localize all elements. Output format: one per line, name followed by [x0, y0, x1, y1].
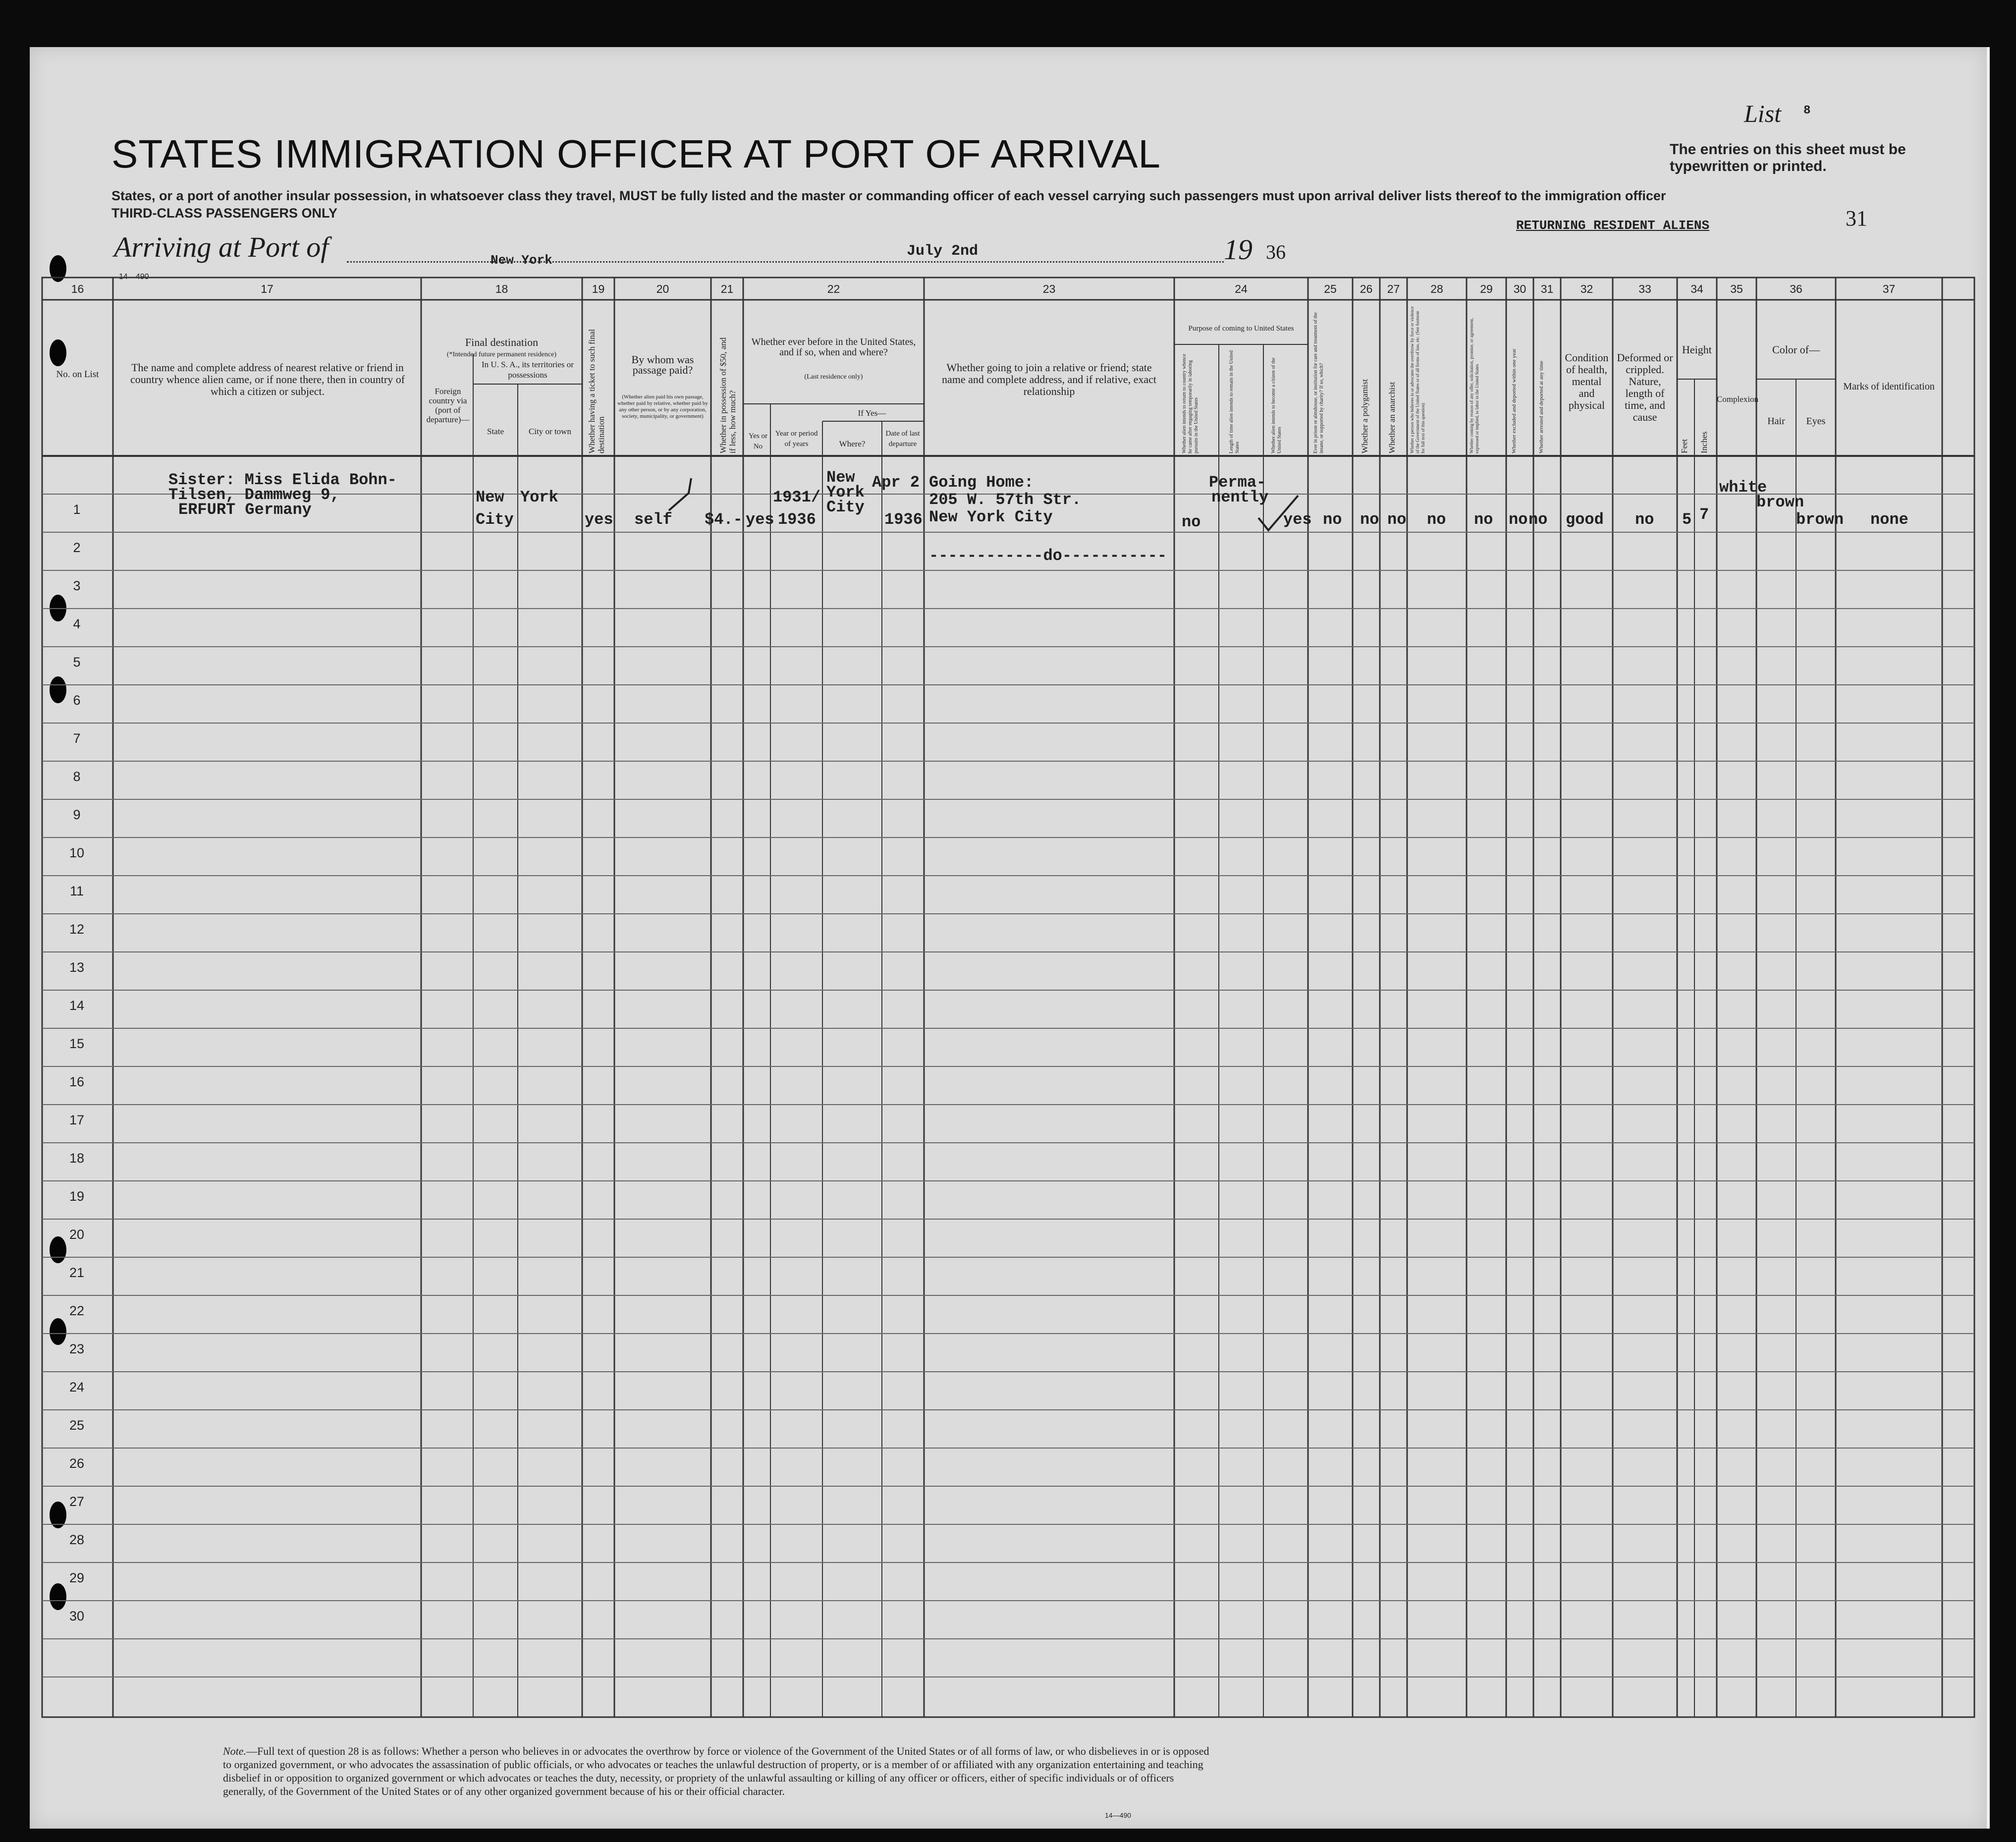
colnum-33: 33 — [1638, 282, 1651, 295]
footnote-text: —Full text of question 28 is as follows: Whether a person who believes in or advocates the overthrow by force or violence of the Government of the United States or of all forms of law, or who disbelieves in or is opposed to organized government, or who advocates the assassination of public officials, or who advocates or teaches the unlawful destruction of property, or is a member of or affiliated with any organization entertaining and teaching disbelief in or opposition to organized government or which advocates or teaches the duty, necessity, or propriety of the unlawful assaulting or killing of any officer or officers, either of specific individuals or of officers generally, of the Government of the United States or of any other organized government because of his or their official character. — [223, 1745, 1209, 1797]
colnum-34: 34 — [1690, 282, 1703, 295]
header-ever-before: Whether ever before in the United States, and if so, when and where? — [751, 336, 916, 358]
header-usa-territories: In U. S. A., its territories or possessions — [481, 360, 574, 380]
header-no-on-list: No. on List — [56, 369, 99, 380]
entry-departure: Apr 2 — [872, 473, 920, 492]
category-stamp: RETURNING RESIDENT ALIENS — [1516, 218, 1710, 233]
row-number: 14 — [69, 998, 85, 1013]
colnum-26: 26 — [1360, 282, 1373, 295]
row-number: 15 — [69, 1036, 85, 1051]
header-state: State — [487, 427, 504, 436]
port-value: New York — [490, 253, 552, 268]
header-excluded: Whether excluded and deported within one year — [1511, 348, 1517, 453]
entry-citizen-intent: yes — [1283, 510, 1312, 529]
colnum-19: 19 — [592, 282, 605, 295]
row-number: 11 — [69, 884, 84, 898]
header-nearest-relative: The name and complete address of nearest relative or friend in country whence alien came, or if none there, then in country of which a citizen or subject. — [130, 361, 405, 397]
header-feet: Feet — [1680, 439, 1689, 453]
entry-excluded: no — [1509, 510, 1528, 529]
entry-labor-offer: no — [1474, 510, 1493, 529]
row-number: 23 — [69, 1341, 85, 1356]
colnum-25: 25 — [1324, 282, 1337, 295]
header-year-period: Year or period of years — [775, 430, 818, 448]
header-complexion: Complexion — [1717, 394, 1759, 404]
entry-hair: brown — [1756, 493, 1804, 511]
entry-city: York — [520, 488, 558, 506]
entry-inches: 7 — [1699, 505, 1709, 524]
form-title: STATES IMMIGRATION OFFICER AT PORT OF ARRIVAL — [111, 132, 1161, 176]
arrival-date: July 2nd — [907, 243, 979, 260]
header-city: City or town — [529, 427, 571, 436]
entry-complexion: white — [1719, 478, 1767, 497]
header-prison: Ever in prison or almshouse, or institution for care and treatment of the insane, or supported by charity? If so, which? — [1313, 312, 1324, 453]
row-number: 10 — [69, 845, 85, 860]
row-number: 9 — [73, 807, 81, 822]
row-number: 6 — [73, 693, 81, 708]
colnum-22: 22 — [827, 282, 840, 295]
row-number: 3 — [73, 578, 81, 593]
row-number: 12 — [69, 922, 85, 937]
row-number: 27 — [69, 1494, 85, 1509]
header-final-destination-sub: (*Intended future permanent residence) — [446, 351, 557, 358]
header-return-intent: Whether alien intends to return to country whence he came after engaging temporarily in laboring pursuits in the United States — [1182, 354, 1199, 453]
header-if-yes: If Yes— — [858, 408, 886, 418]
entry-where: City — [826, 498, 865, 516]
entry-ditto: ------------do----------- — [929, 547, 1167, 565]
entry-years: 1931/ — [773, 488, 821, 506]
row-number: 28 — [69, 1532, 85, 1547]
entry-ticket: yes — [585, 510, 613, 529]
colnum-20: 20 — [656, 282, 669, 295]
third-class-label: THIRD-CLASS PASSENGERS ONLY — [111, 206, 338, 221]
year-prefix: 19 — [1224, 233, 1253, 266]
header-marks: Marks of identification — [1843, 381, 1935, 392]
row-number: 19 — [69, 1189, 85, 1204]
header-citizen-intent: Whether alien intends to become a citizen of the United States — [1271, 357, 1282, 453]
list-label: List — [1744, 100, 1782, 127]
entry-overthrow: no — [1427, 510, 1446, 529]
entry-relative-line: Tilsen, Dammweg 9, — [168, 486, 340, 504]
entry-feet: 5 — [1682, 510, 1692, 529]
manifest-sheet — [30, 47, 1990, 1829]
table-grid — [30, 47, 1987, 1829]
header-joining-relative: Whether going to join a relative or friend; state name and complete address, and if relative, exact relationship — [941, 361, 1157, 397]
row-number: 8 — [73, 769, 81, 784]
colnum-18: 18 — [495, 282, 508, 295]
colnum-32: 32 — [1580, 282, 1593, 295]
entry-return-intent: no — [1182, 513, 1201, 531]
colnum-23: 23 — [1042, 282, 1056, 295]
row-number: 21 — [69, 1265, 85, 1280]
entry-joining: Going Home: — [929, 473, 1034, 492]
entry-relative-line: Sister: Miss Elida Bohn- — [168, 471, 397, 489]
header-height: Height — [1682, 343, 1712, 356]
header-final-destination: Final destination — [465, 336, 539, 348]
row-number: 30 — [69, 1609, 85, 1623]
entry-money: $4.- — [705, 510, 743, 529]
year-suffix: 36 — [1266, 241, 1286, 263]
colnum-37: 37 — [1882, 282, 1896, 295]
entry-deformed: no — [1635, 510, 1654, 529]
header-arrested: Whether arrested and deported at any time — [1538, 361, 1544, 453]
header-ticket: Whether having a ticket to such final destination — [587, 329, 606, 453]
row-number: 22 — [69, 1303, 85, 1318]
header-money: Whether in possession of $50, and if less, how much? — [718, 337, 737, 453]
header-last-residence: (Last residence only) — [804, 373, 863, 381]
header-deformed: Deformed or crippled. Nature, length of time, and cause — [1617, 351, 1673, 423]
entry-polygamist: no — [1360, 510, 1379, 529]
colnum-35: 35 — [1730, 282, 1743, 295]
arriving-label: Arriving at Port of — [114, 231, 329, 263]
header-overthrow: Whether a person who believes in or advocates the overthrow by force or violence of the Government of the United States or of all forms of law, etc. (See footnote for full text of this question) — [1410, 306, 1425, 453]
colnum-28: 28 — [1430, 282, 1443, 295]
header-inches: Inches — [1699, 431, 1709, 453]
entry-length-stay: nently — [1211, 488, 1269, 506]
entry-prison: no — [1323, 510, 1342, 529]
entry-arrested: no — [1528, 510, 1548, 529]
entry-state: City — [476, 510, 514, 529]
header-purpose: Purpose of coming to United States — [1188, 325, 1294, 333]
header-labor-offer: Whether coming by reason of any offer, solicitation, promise, or agreement, expressed or implied, to labor in the United States — [1469, 318, 1479, 453]
entry-joining: 205 W. 57th Str. — [929, 491, 1082, 509]
row-number: 13 — [69, 960, 85, 975]
colnum-27: 27 — [1387, 282, 1400, 295]
row-number: 26 — [69, 1456, 85, 1471]
header-last-departure: Date of last departure — [885, 430, 920, 448]
entry-anarchist: no — [1387, 510, 1407, 529]
header-passage-paid-sub: (Whether alien paid his own passage, whether paid by relative, whether paid by any other person, or by any corporation, society, municipality, or government) — [617, 394, 708, 419]
header-hair: Hair — [1767, 416, 1785, 427]
typewritten-instruction: The entries on this sheet must be typewritten or printed. — [1670, 141, 1906, 174]
entry-ever-before: yes — [746, 510, 774, 529]
entry-where: New — [826, 468, 855, 487]
entry-departure: 1936 — [884, 510, 923, 529]
header-eyes: Eyes — [1806, 416, 1826, 427]
entry-relative-line: ERFURT Germany — [178, 501, 312, 519]
header-foreign-country: Foreign country via (port of departure)— — [426, 387, 470, 424]
colnum-16: 16 — [71, 282, 84, 295]
footnote-label: Note. — [223, 1745, 247, 1757]
colnum-31: 31 — [1540, 282, 1554, 295]
entry-length-stay: Perma- — [1209, 473, 1266, 492]
entry-state: New — [476, 488, 504, 506]
header-polygamist: Whether a polygamist — [1360, 379, 1369, 453]
colnum-29: 29 — [1480, 282, 1493, 295]
header-where: Where? — [839, 439, 866, 448]
header-anarchist: Whether an anarchist — [1387, 382, 1397, 453]
row-number: 20 — [69, 1227, 85, 1242]
header-yes-no: Yes or No — [748, 432, 768, 450]
footnote — [223, 1744, 1214, 1798]
row-number: 7 — [73, 731, 81, 746]
entry-where: York — [826, 483, 865, 502]
row-number: 29 — [69, 1570, 85, 1585]
row-number: 1 — [73, 502, 81, 517]
entry-years: 1936 — [778, 510, 816, 529]
entry-health: good — [1566, 510, 1604, 529]
subtitle-line: States, or a port of another insular possession, in whatsoever class they travel, MUST be fully listed and the master or commanding officer of each vessel carrying such passengers must upon arrival deliver lists thereof to the immigration officer — [111, 188, 1666, 203]
row-number: 17 — [69, 1113, 85, 1127]
list-number: 8 — [1803, 104, 1811, 117]
footer-form-code: 14—490 — [1105, 1811, 1131, 1819]
header-passage-paid: By whom was passage paid? — [631, 353, 694, 376]
colnum-24: 24 — [1235, 282, 1248, 295]
row-number: 18 — [69, 1151, 85, 1166]
row-number: 4 — [73, 616, 81, 631]
row-number: 2 — [73, 540, 81, 555]
row-number: 24 — [69, 1380, 85, 1395]
entry-eyes: brown — [1796, 510, 1844, 529]
colnum-21: 21 — [720, 282, 734, 295]
entry-marks: none — [1870, 510, 1908, 529]
form-code: 14—490 — [119, 273, 149, 281]
row-number: 25 — [69, 1418, 85, 1433]
header-health: Condition of health, mental and physical — [1565, 351, 1609, 411]
entry-passage-paid: self — [634, 510, 672, 529]
sheet-number: 31 — [1846, 206, 1867, 230]
colnum-36: 36 — [1790, 282, 1802, 295]
colnum-17: 17 — [261, 282, 273, 295]
entry-joining: New York City — [929, 508, 1053, 526]
header-length-stay: Length of time alien intends to remain in the United States — [1229, 350, 1240, 453]
row-number: 5 — [73, 655, 81, 670]
header-color-of: Color of— — [1772, 343, 1820, 356]
colnum-30: 30 — [1513, 282, 1526, 295]
row-number: 16 — [69, 1074, 85, 1089]
